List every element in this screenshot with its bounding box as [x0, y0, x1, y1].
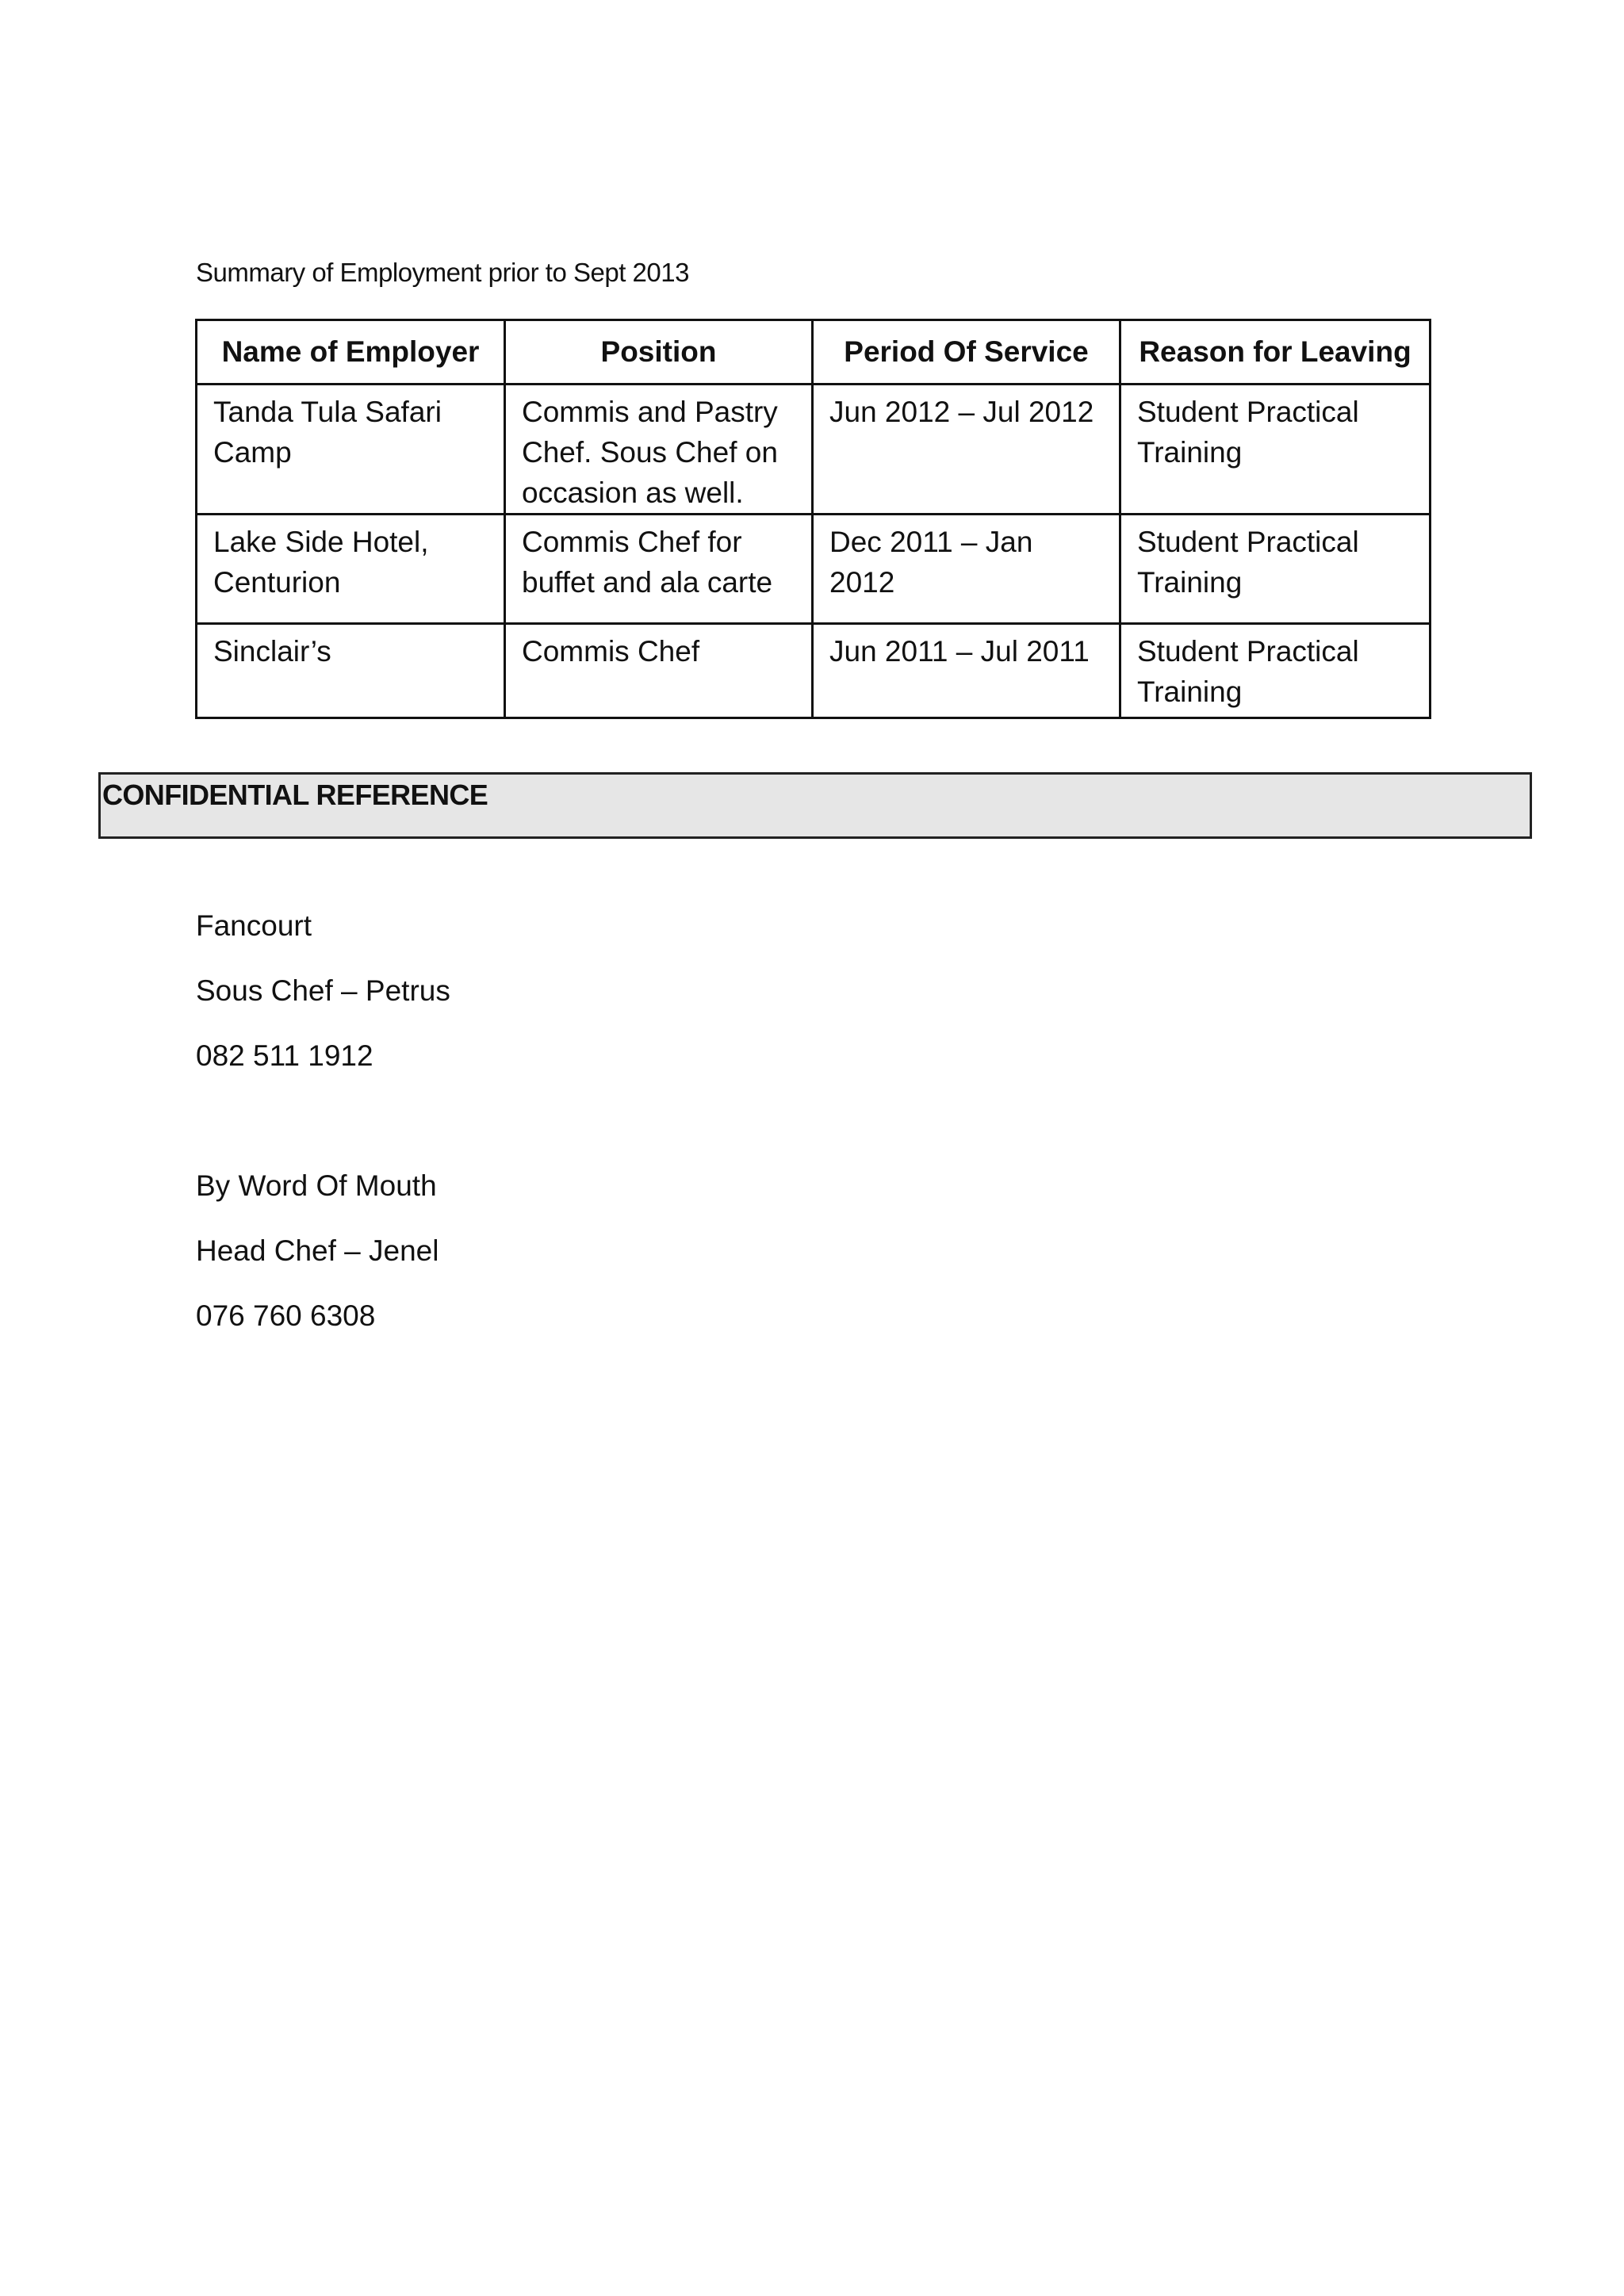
- cell-reason: Student Practical Training: [1120, 515, 1431, 624]
- table-row: [197, 515, 1431, 624]
- table-header-row: [197, 320, 1431, 385]
- cell-employer: Lake Side Hotel, Centurion: [197, 515, 505, 624]
- reference-phone: 082 511 1912: [196, 1039, 373, 1072]
- cell-position: Commis Chef for buffet and ala carte: [505, 515, 813, 624]
- reference-company: By Word Of Mouth: [196, 1169, 437, 1202]
- reference-company: Fancourt: [196, 909, 312, 942]
- cell-reason: Student Practical Training: [1120, 385, 1431, 515]
- cell-period: Jun 2011 – Jul 2011: [813, 624, 1120, 718]
- table-row: [197, 385, 1431, 515]
- header-position: Position: [505, 320, 813, 385]
- cell-period: Dec 2011 – Jan 2012: [813, 515, 1120, 624]
- confidential-reference-bar: [98, 772, 1532, 839]
- reference-phone: 076 760 6308: [196, 1299, 376, 1332]
- reference-contact: Head Chef – Jenel: [196, 1234, 439, 1267]
- header-employer: Name of Employer: [197, 320, 505, 385]
- header-reason: Reason for Leaving: [1120, 320, 1431, 385]
- cell-position: Commis Chef: [505, 624, 813, 718]
- table-row: [197, 624, 1431, 718]
- employment-table: [195, 319, 1431, 719]
- section-heading: CONFIDENTIAL REFERENCE: [102, 779, 488, 811]
- cell-period: Jun 2012 – Jul 2012: [813, 385, 1120, 515]
- header-period: Period Of Service: [813, 320, 1120, 385]
- cell-position: Commis and Pastry Chef. Sous Chef on occasion as well.: [505, 385, 813, 515]
- cell-employer: Sinclair’s: [197, 624, 505, 718]
- employment-summary-title: Summary of Employment prior to Sept 2013: [196, 258, 689, 287]
- cell-reason: Student Practical Training: [1120, 624, 1431, 718]
- reference-contact: Sous Chef – Petrus: [196, 974, 450, 1007]
- cell-employer: Tanda Tula Safari Camp: [197, 385, 505, 515]
